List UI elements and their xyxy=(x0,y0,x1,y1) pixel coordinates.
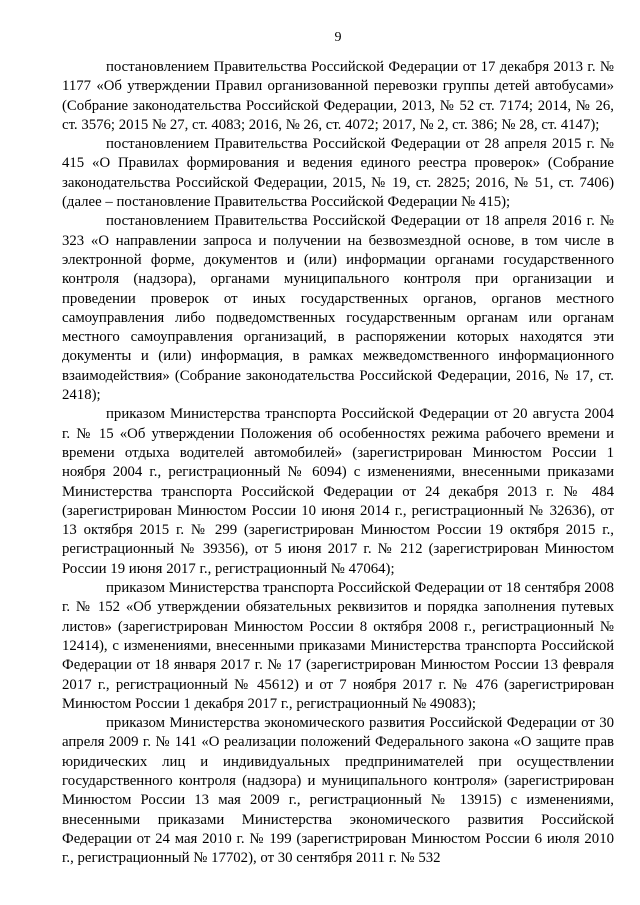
page-number: 9 xyxy=(334,30,342,45)
paragraph-order-141: приказом Министерства экономического развития Российской Федерации от 30 апреля 2009 г. № 141 «О реализации положений Федерального закона «О защите прав юридических лиц и индивидуальных предпринимателей при осуществлении государственного контроля (надзора) и муниципального контроля» (зарегистрирован Минюстом России 13 мая 2009 г., регистрационный № 13915) с изменениями, внесенными приказами Министерства экономического развития Российской Федерации от 24 мая 2010 г. № 199 (зарегистрирован Минюстом России 6 июля 2010 г., регистрационный № 17702), от 30 сентября 2011 г. № 532 xyxy=(62,715,614,867)
paragraph-resolution-323: постановлением Правительства Российской Федерации от 18 апреля 2016 г. № 323 «О направлении запроса и получении на безвозмездной основе, в том числе в электронной форме, документов и (или) информации органами государственного контроля (надзора), органами муниципального контроля при организации и проведении проверок от иных государственных органов, органов местного самоуправления либо подведомственных государственным органам или органам местного самоуправления организаций, в распоряжении которых находятся эти документы и (или) информация, в рамках межведомственного информационного взаимодействия» (Собрание законодательства Российской Федерации, 2016, № 17, ст. 2418); xyxy=(62,213,614,404)
paragraph-resolution-415: постановлением Правительства Российской Федерации от 28 апреля 2015 г. № 415 «О Правилах формирования и ведения единого реестра проверок» (Собрание законодательства Российской Федерации, 2015, № 19, ст. 2825; 2016, № 51, ст. 7406) (далее – постановление Правительства Российской Федерации № 415); xyxy=(62,136,614,211)
paragraph-order-15: приказом Министерства транспорта Российской Федерации от 20 августа 2004 г. № 15 «Об утверждении Положения об особенностях режима рабочего времени и времени отдыха водителей автомобилей» (зарегистрирован Минюстом России 1 ноября 2004 г., регистрационный № 6094) с изменениями, внесенными приказами Министерства транспорта Российской Федерации от 24 декабря 2013 г. № 484 (зарегистрирован Минюстом России 10 июня 2014 г., регистрационный № 32636), от 13 октября 2015 г. № 299 (зарегистрирован Минюстом России 19 октября 2015 г., регистрационный № 39356), от 5 июня 2017 г. № 212 (зарегистрирован Минюстом России 19 июня 2017 г., регистрационный № 47064); xyxy=(62,406,614,577)
paragraph-order-152: приказом Министерства транспорта Российской Федерации от 18 сентября 2008 г. № 152 «Об утверждении обязательных реквизитов и порядка заполнения путевых листов» (зарегистрирован Минюстом России 8 октября 2008 г., регистрационный № 12414), с изменениями, внесенными приказами Министерства транспорта Российской Федерации от 18 января 2017 г. № 17 (зарегистрирован Минюстом России 13 февраля 2017 г., регистрационный № 45612) и от 7 ноября 2017 г. № 476 (зарегистрирован Минюстом России 1 декабря 2017 г., регистрационный № 49083); xyxy=(62,580,614,712)
document-page xyxy=(62,30,614,868)
paragraph-resolution-1177: постановлением Правительства Российской Федерации от 17 декабря 2013 г. № 1177 «Об утверждении Правил организованной перевозки группы детей автобусами» (Собрание законодательства Российской Федерации, 2013, № 52 ст. 7174; 2014, № 26, ст. 3576; 2015 № 27, ст. 4083; 2016, № 26, ст. 4072; 2017, № 2, ст. 386; № 28, ст. 4147); xyxy=(62,59,614,133)
